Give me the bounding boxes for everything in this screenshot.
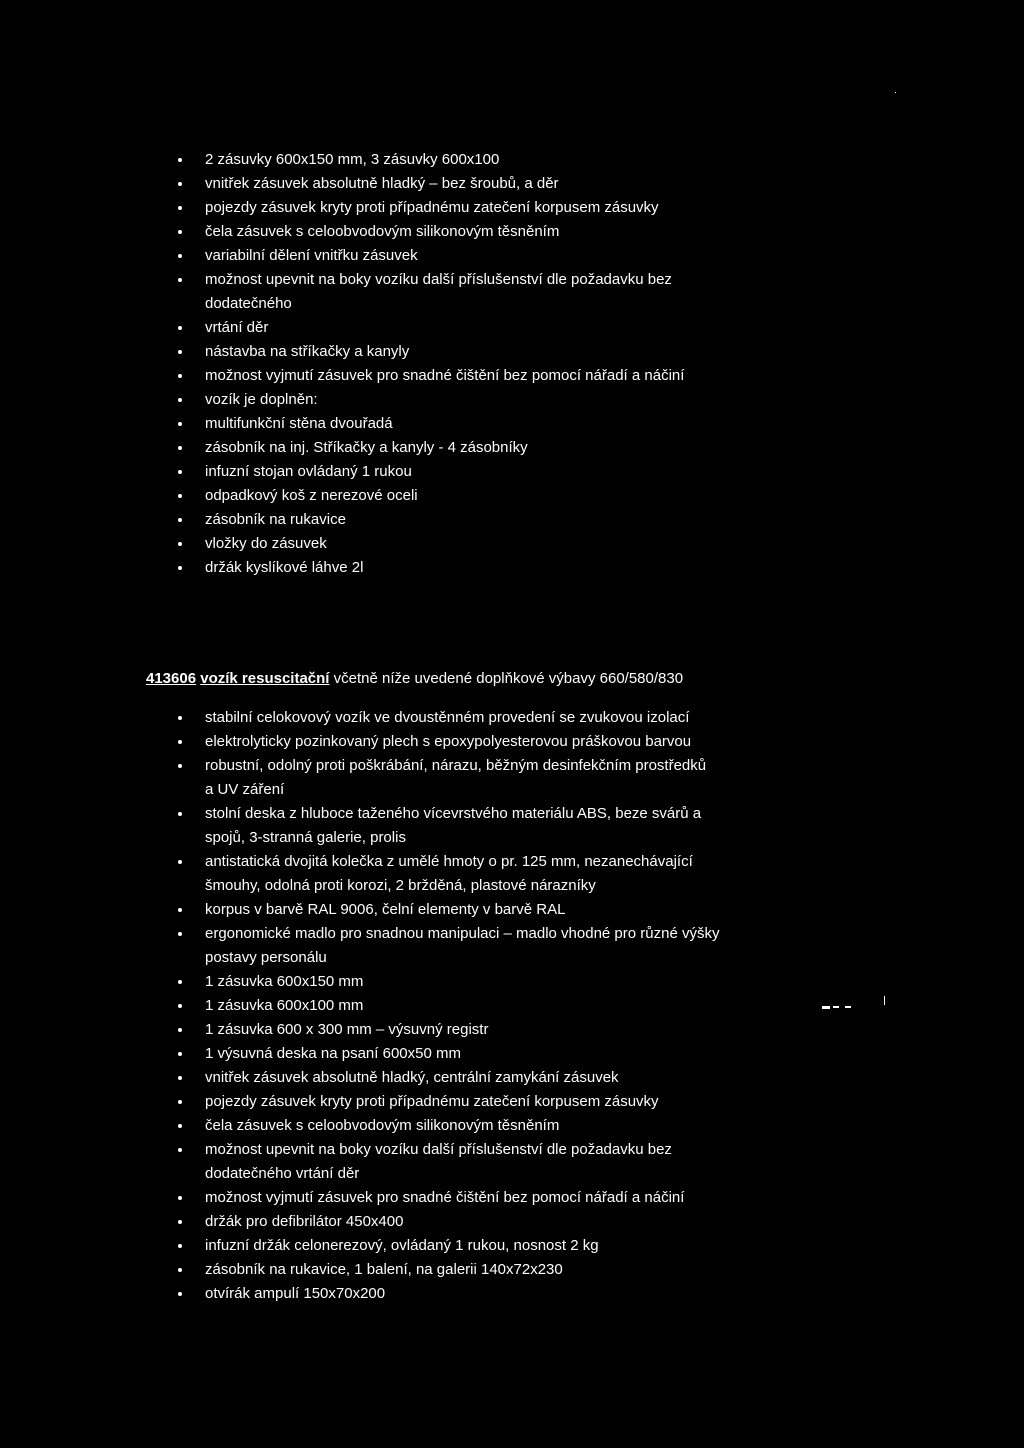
scan-artifact xyxy=(895,92,896,93)
list-item: zásobník na rukavice, 1 balení, na galerii 140x72x230 xyxy=(178,1258,818,1282)
list-item: elektrolyticky pozinkovaný plech s epoxypolyesterovou práškovou barvou xyxy=(178,730,818,754)
list-item-continuation: postavy personálu xyxy=(205,949,327,966)
list-item: možnost vyjmutí zásuvek pro snadné čištění bez pomocí nářadí a náčiní xyxy=(178,1186,818,1210)
list-item: infuzní stojan ovládaný 1 rukou xyxy=(178,460,818,484)
list-item: vnitřek zásuvek absolutně hladký, centrální zamykání zásuvek xyxy=(178,1066,818,1090)
list-item: stolní deska z hluboce taženého vícevrstvého materiálu ABS, beze svárů a xyxy=(178,802,818,826)
list-item: vložky do zásuvek xyxy=(178,532,818,556)
list-item-continuation: šmouhy, odolná proti korozi, 2 bržděná, plastové nárazníky xyxy=(205,877,596,894)
list-item: otvírák ampulí 150x70x200 xyxy=(178,1282,818,1306)
list-item: multifunkční stěna dvouřadá xyxy=(178,412,818,436)
list-item: držák pro defibrilátor 450x400 xyxy=(178,1210,818,1234)
top-bullet-list xyxy=(178,148,818,580)
list-item: pojezdy zásuvek kryty proti případnému zatečení korpusem zásuvky xyxy=(178,196,818,220)
scan-artifact xyxy=(822,1006,830,1009)
product-name: vozík resuscitační xyxy=(200,670,330,687)
product-code: 413606 xyxy=(146,670,197,687)
list-item: vnitřek zásuvek absolutně hladký – bez šroubů, a děr xyxy=(178,172,818,196)
list-item: možnost upevnit na boky vozíku další příslušenství dle požadavku bez xyxy=(178,268,818,292)
list-item: korpus v barvě RAL 9006, čelní elementy v barvě RAL xyxy=(178,898,818,922)
list-item: držák kyslíkové láhve 2l xyxy=(178,556,818,580)
list-item: 1 výsuvná deska na psaní 600x50 mm xyxy=(178,1042,818,1066)
list-item: robustní, odolný proti poškrábání, nárazu, běžným desinfekčním prostředků xyxy=(178,754,818,778)
list-item: pojezdy zásuvek kryty proti případnému zatečení korpusem zásuvky xyxy=(178,1090,818,1114)
list-item-continuation: spojů, 3-stranná galerie, prolis xyxy=(205,829,406,846)
scan-artifact xyxy=(833,1006,839,1008)
bottom-bullet-list xyxy=(178,706,818,1306)
list-item: infuzní držák celonerezový, ovládaný 1 rukou, nosnost 2 kg xyxy=(178,1234,818,1258)
list-item: zásobník na inj. Stříkačky a kanyly - 4 zásobníky xyxy=(178,436,818,460)
list-item: čela zásuvek s celoobvodovým silikonovým těsněním xyxy=(178,1114,818,1138)
list-item: zásobník na rukavice xyxy=(178,508,818,532)
list-item: odpadkový koš z nerezové oceli xyxy=(178,484,818,508)
list-item-continuation: dodatečného vrtání děr xyxy=(205,1165,360,1182)
list-item: 1 zásuvka 600x150 mm xyxy=(178,970,818,994)
list-item: vozík je doplněn: xyxy=(178,388,818,412)
list-item: možnost upevnit na boky vozíku další příslušenství dle požadavku bez xyxy=(178,1138,818,1162)
list-item-continuation: dodatečného xyxy=(205,295,292,312)
product-description: včetně níže uvedené doplňkové výbavy 660/580/830 xyxy=(329,670,684,687)
list-item: antistatická dvojitá kolečka z umělé hmoty o pr. 125 mm, nezanechávající xyxy=(178,850,818,874)
list-item: ergonomické madlo pro snadnou manipulaci – madlo vhodné pro různé výšky xyxy=(178,922,818,946)
list-item-continuation: a UV záření xyxy=(205,781,285,798)
list-item: 2 zásuvky 600x150 mm, 3 zásuvky 600x100 xyxy=(178,148,818,172)
list-item: 1 zásuvka 600x100 mm xyxy=(178,994,818,1018)
list-item: variabilní dělení vnitřku zásuvek xyxy=(178,244,818,268)
scan-artifact xyxy=(884,996,885,1005)
list-item: 1 zásuvka 600 x 300 mm – výsuvný registr xyxy=(178,1018,818,1042)
list-item: stabilní celokovový vozík ve dvoustěnném provedení se zvukovou izolací xyxy=(178,706,818,730)
list-item: nástavba na stříkačky a kanyly xyxy=(178,340,818,364)
list-item: čela zásuvek s celoobvodovým silikonovým těsněním xyxy=(178,220,818,244)
list-item: možnost vyjmutí zásuvek pro snadné čištění bez pomocí nářadí a náčiní xyxy=(178,364,818,388)
scan-artifact xyxy=(845,1006,851,1008)
list-item: vrtání děr xyxy=(178,316,818,340)
product-heading xyxy=(146,667,683,691)
